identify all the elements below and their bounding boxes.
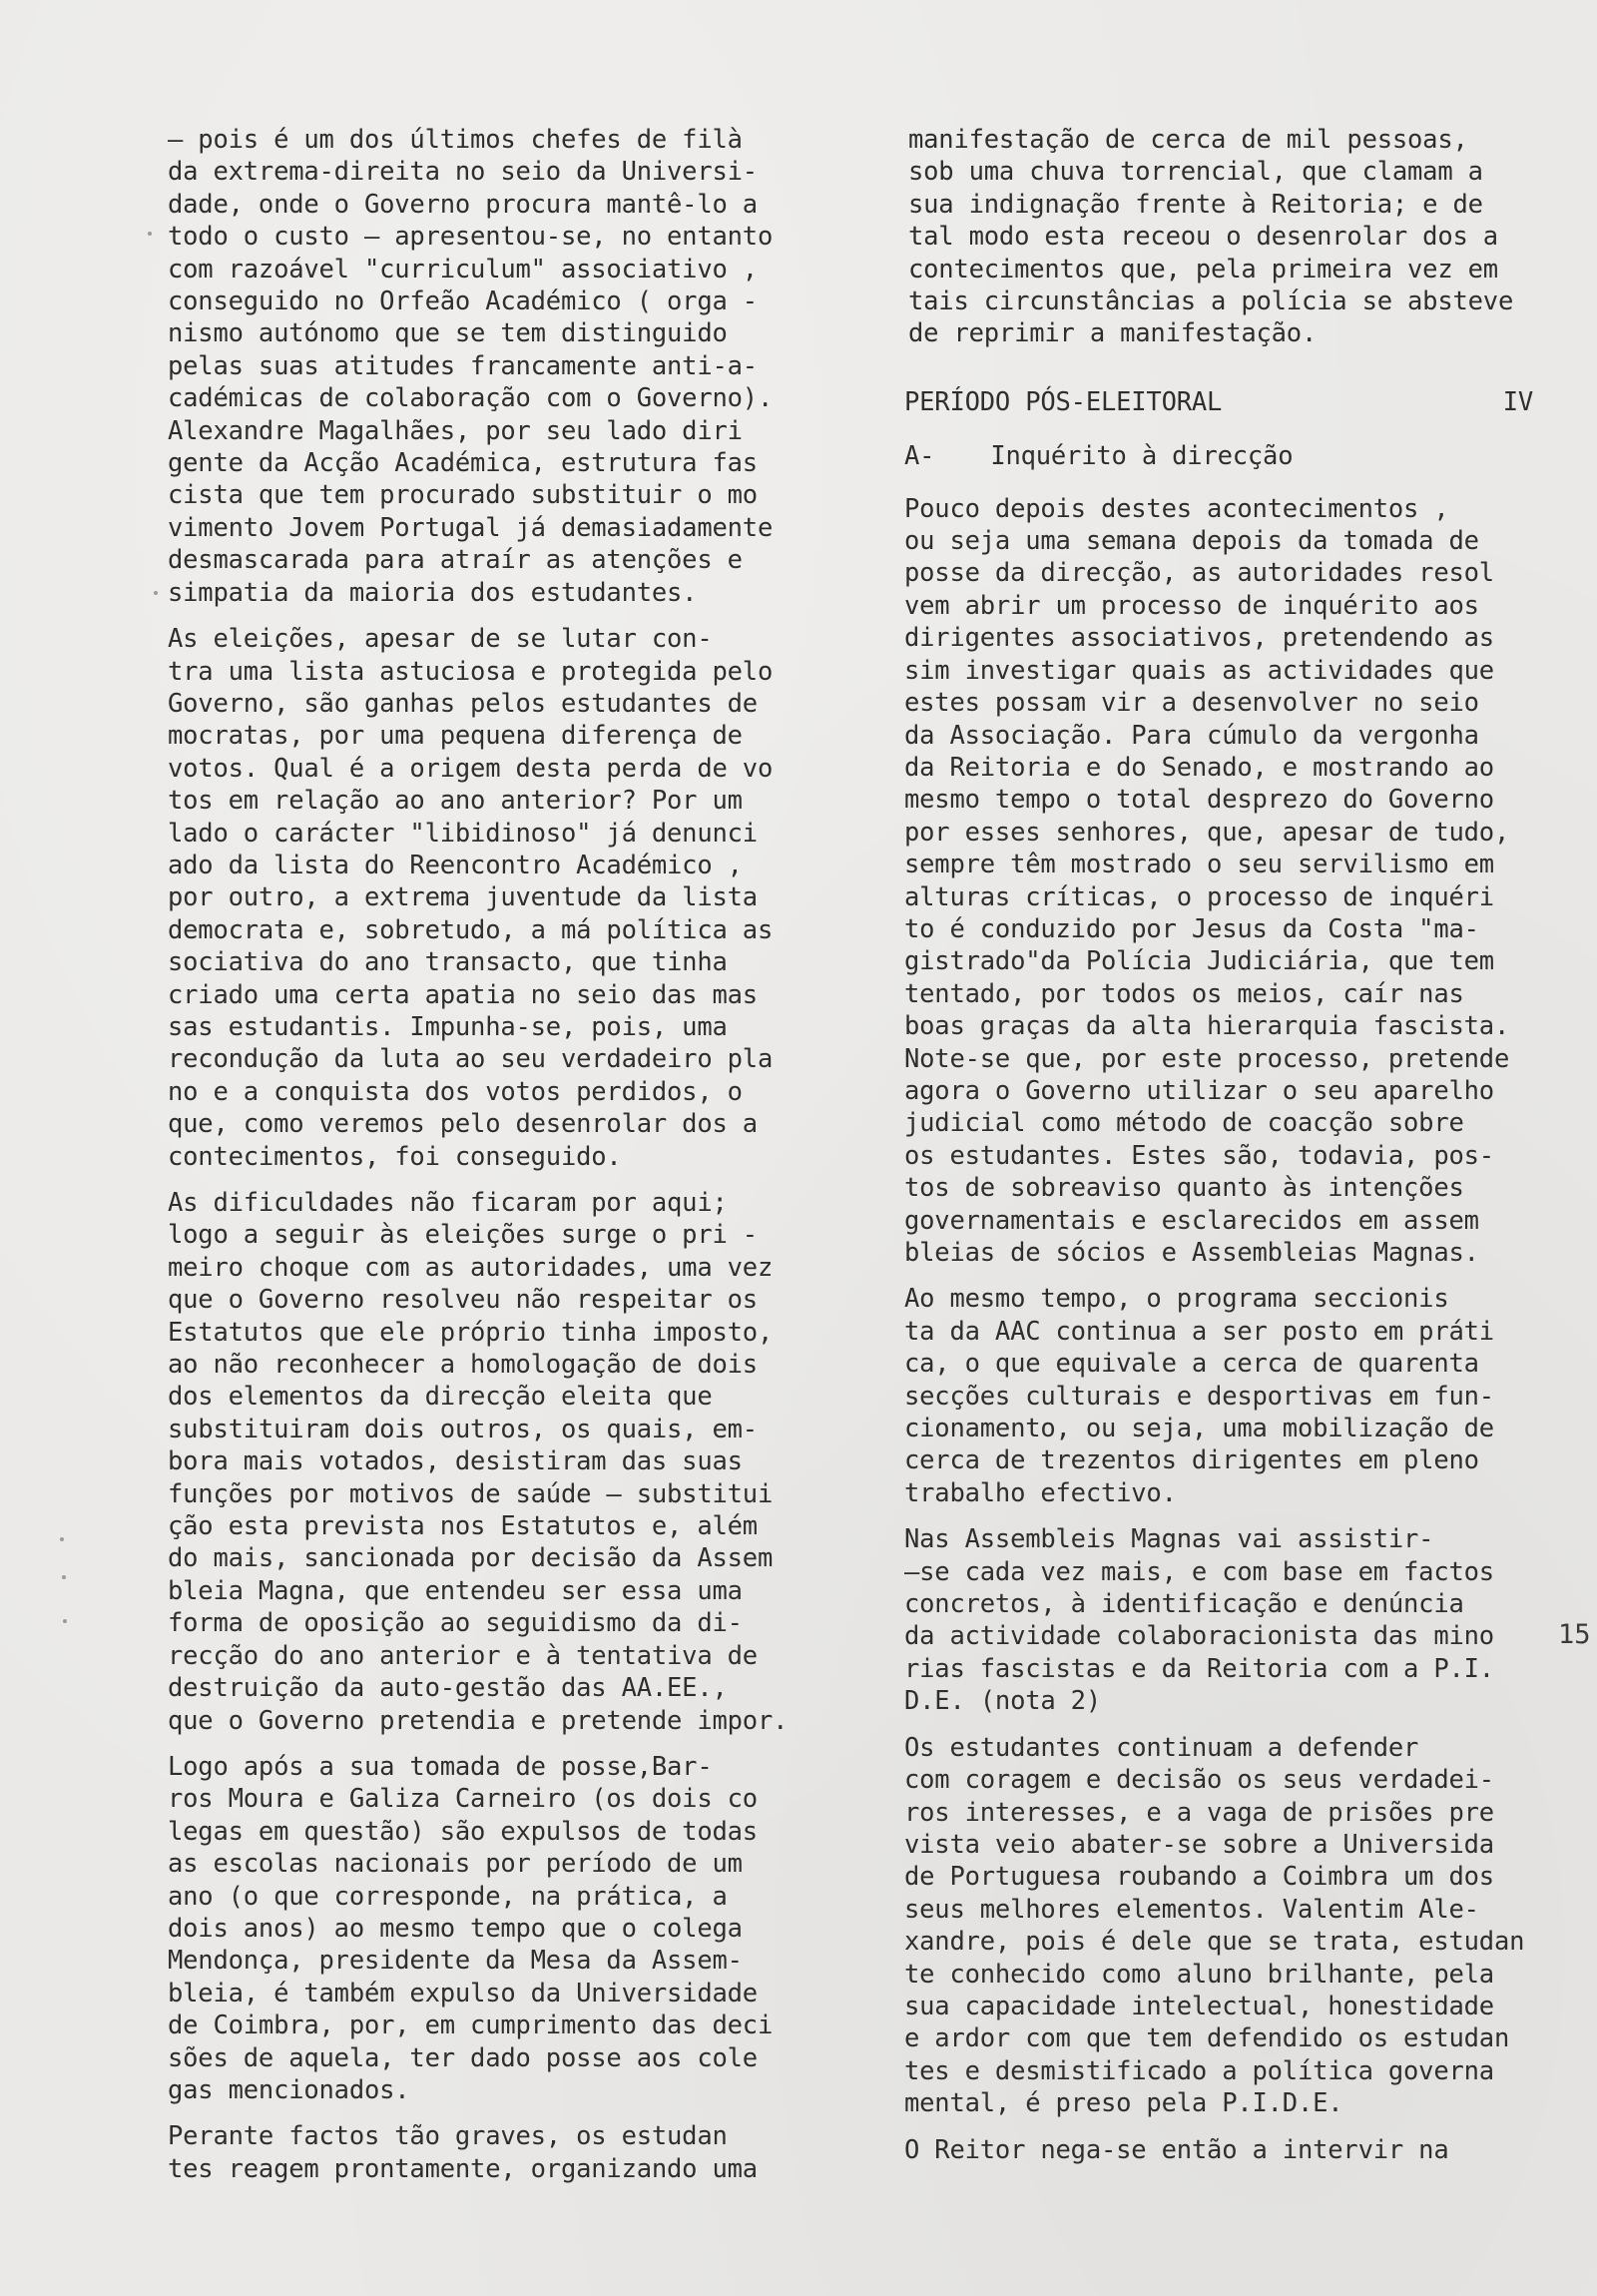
right-paragraph-2: Ao mesmo tempo, o programa seccionis ta da AAC continua a ser posto em práti ca, o que equivale a cerca de quarenta secções culturais e desportivas em fun- cionamento, ou seja, uma mobilização de cerca de trezentos dirigentes em pleno trabalho efectivo. — [904, 1284, 1494, 1508]
right-paragraph-5: O Reitor nega-se então a intervir na — [904, 2134, 1449, 2165]
section-heading — [904, 386, 1543, 418]
subsection-heading — [904, 440, 1543, 472]
subsection-label: A- — [904, 441, 935, 472]
right-paragraph-4: Os estudantes continuam a defender com coragem e decisão os seus verdadei- ros interesses, e a vaga de prisões pre vista veio abater-se sobre a Universida de Portuguesa roubando a Coimbra um dos seus melhores elementos. Valentim Ale- xandre, pois é dele que se trata, estudan te conhecido como aluno brilhante, pela sua capacidade intelectual, honestidade e ardor com que tem defendido os estudan tes e desmistificado a política governa mental, é preso pela P.I.D.E. — [904, 1732, 1525, 2119]
scan-speck — [148, 232, 152, 236]
section-title: PERÍODO PÓS-ELEITORAL — [904, 386, 1223, 417]
right-paragraph-3: Nas Assembleis Magnas vai assistir- –se cada vez mais, e com base em factos concretos, à identificação e denúncia da actividade colaboracionista das mino rias fascistas e da Reitoria com a P.I. D.E. (nota 2) — [904, 1524, 1494, 1717]
left-column — [168, 124, 816, 2199]
scan-speck — [63, 1619, 67, 1623]
left-paragraph-5: Perante factos tão graves, os estudan tes reagem prontamente, organizando uma — [168, 2121, 758, 2184]
page-number: 15 — [1558, 1619, 1591, 1650]
left-paragraph-3: As dificuldades não ficaram por aqui; logo a seguir às eleições surge o pri - meiro choque com as autoridades, uma vez que o Governo resolveu não respeitar os Estatutos que ele próprio tinha imposto, ao não reconhecer a homologação de dois dos elementos da direcção eleita que substituiram dois outros, os quais, em- bora mais votados, desistiram das suas funções por motivos de saúde – substitui ção esta prevista nos Estatutos e, além do mais, sancionada por decisão da Assem bleia Magna, que entendeu ser essa uma forma de oposição ao seguidismo da di- recção do ano anterior e à tentativa de destruição da auto-gestão das AA.EE., que o Governo pretendia e pretende impor. — [168, 1188, 789, 1736]
right-paragraph-1: Pouco depois destes acontecimentos , ou seja uma semana depois da tomada de posse da direcção, as autoridades resol vem abrir um processo de inquérito aos dirigentes associativos, pretendendo as sim investigar quais as actividades que estes possam vir a desenvolver no seio da Associação. Para cúmulo da vergonha da Reitoria e do Senado, e mostrando ao mesmo tempo o total desprezo do Governo por esses senhores, que, apesar de tudo, sempre têm mostrado o seu servilismo em alturas críticas, o processo de inquéri to é conduzido por Jesus da Costa "ma- gistrado"da Polícia Judiciária, que tem tentado, por todos os meios, caír nas boas graças da alta hierarquia fascista. Note-se que, por este processo, pretende agora o Governo utilizar o seu aparelho judicial como método de coacção sobre os estudantes. Estes são, todavia, pos- tos de sobreaviso quanto às intenções governamentais e esclarecidos em assem bleias de sócios e Assembleias Magnas. — [904, 493, 1510, 1268]
subsection-title: Inquérito à direcção — [990, 441, 1294, 472]
scan-speck — [60, 1537, 64, 1541]
right-column — [904, 124, 1543, 2180]
right-lead-paragraph: manifestação de cerca de mil pessoas, sob uma chuva torrencial, que clamam a sua indignação frente à Reitoria; e de tal modo esta receou o desenrolar dos a contecimentos que, pela primeira vez em tais circunstâncias a polícia se absteve de reprimir a manifestação. — [908, 125, 1514, 349]
scan-speck — [62, 1575, 66, 1579]
left-paragraph-4: Logo após a sua tomada de posse,Bar- ros Moura e Galiza Carneiro (os dois co legas em questão) são expulsos de todas as escolas nacionais por período de um ano (o que corresponde, na prática, a dois anos) ao mesmo tempo que o colega Mendonça, presidente da Mesa da Assem- bleia, é também expulso da Universidade de Coimbra, por, em cumprimento das deci sões de aquela, ter dado posse aos cole gas mencionados. — [168, 1751, 774, 2105]
section-number: IV — [1502, 386, 1533, 417]
left-paragraph-2: As eleições, apesar de se lutar con- tra uma lista astuciosa e protegida pelo Governo, são ganhas pelos estudantes de mocratas, por uma pequena diferença de votos. Qual é a origem desta perda de vo tos em relação ao ano anterior? Por um lado o carácter "libidinoso" já denunci ado da lista do Reencontro Académico , por outro, a extrema juventude da lista democrata e, sobretudo, a má política as sociativa do ano transacto, que tinha criado uma certa apatia no seio das mas sas estudantis. Impunha-se, pois, uma recondução da luta ao seu verdadeiro pla no e a conquista dos votos perdidos, o que, como veremos pelo desenrolar dos a contecimentos, foi conseguido. — [168, 624, 774, 1172]
scan-speck — [154, 591, 158, 595]
left-paragraph-1: – pois é um dos últimos chefes de filà da extrema-direita no seio da Universi- dade, onde o Governo procura mantê-lo a todo o custo – apresentou-se, no entanto com razoável "curriculum" associativo , conseguido no Orfeão Académico ( orga - nismo autónomo que se tem distinguido pelas suas atitudes francamente anti-a- cadémicas de colaboração com o Governo). Alexandre Magalhães, por seu lado diri gente da Acção Académica, estrutura fas cista que tem procurado substituir o mo vimento Jovem Portugal já demasiadamente desmascarada para atraír as atenções e simpatia da maioria dos estudantes. — [168, 125, 774, 608]
